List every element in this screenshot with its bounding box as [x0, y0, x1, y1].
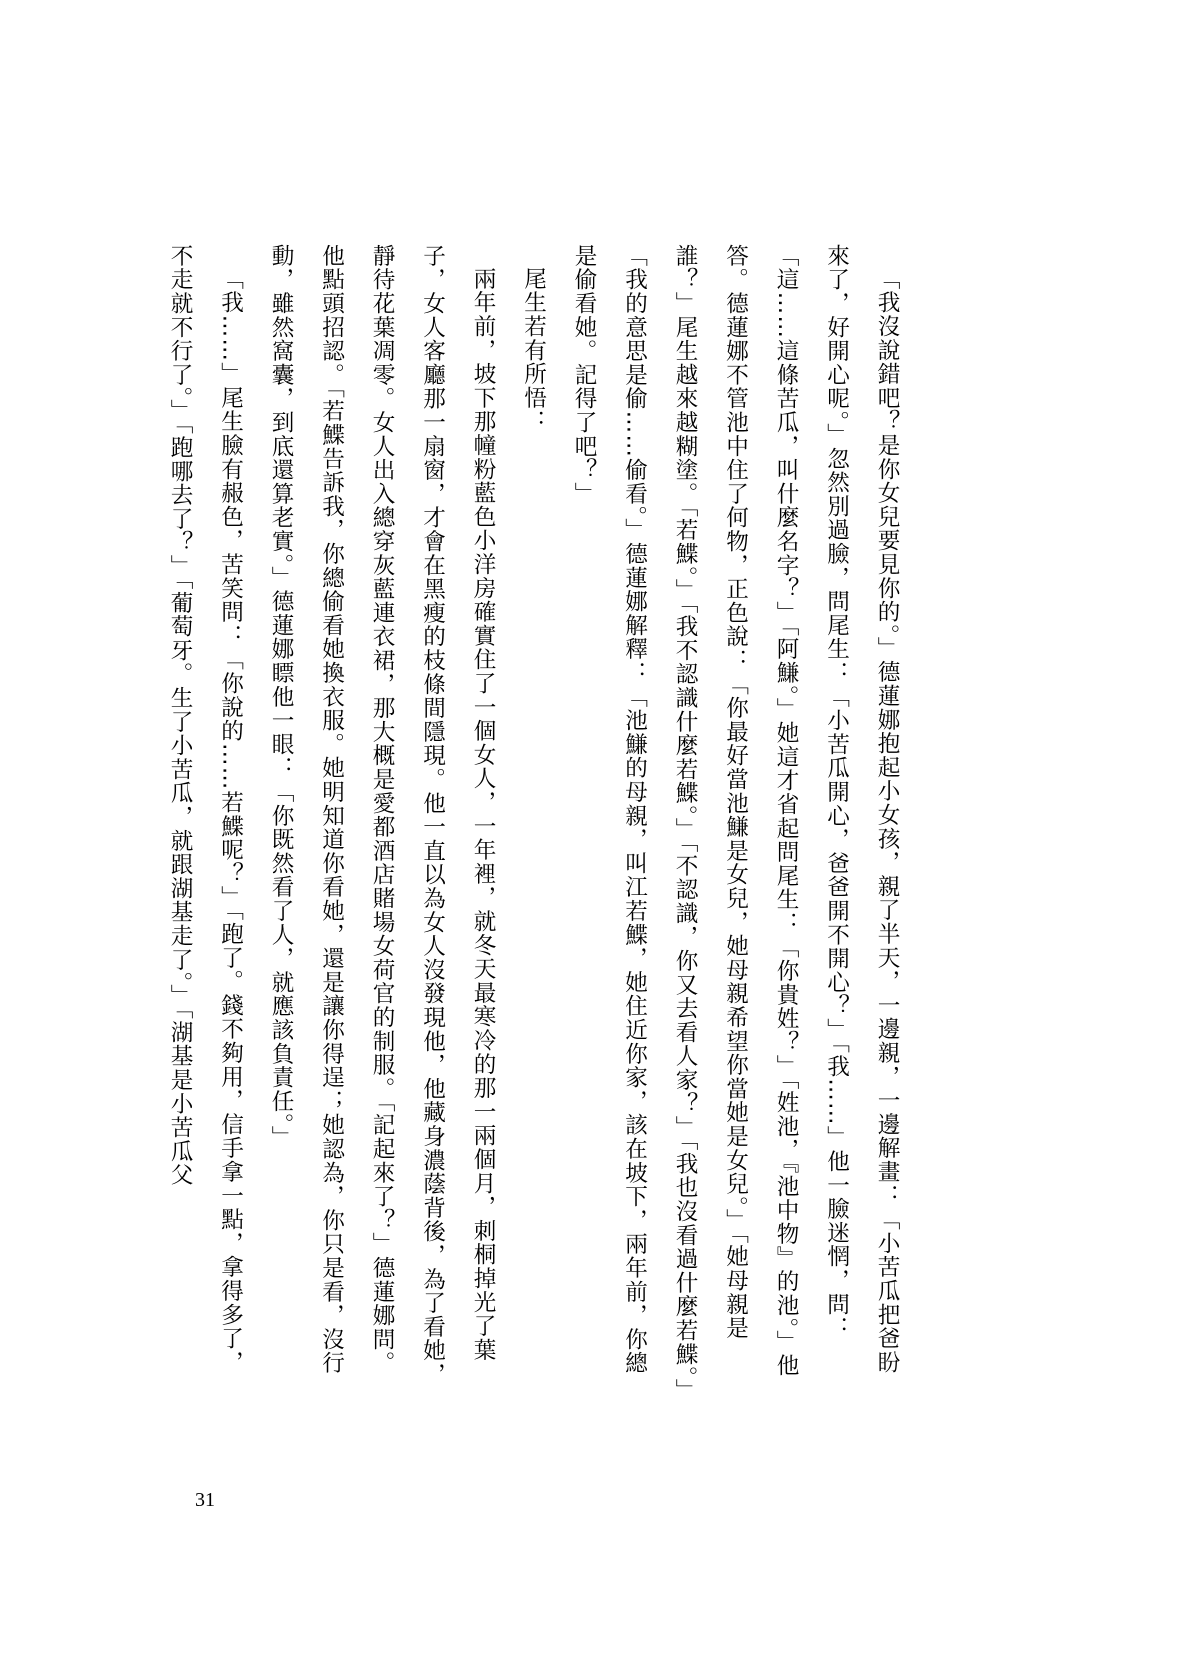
vertical-text-body	[167, 244, 912, 1394]
paragraph-2: 尾生若有所悟：	[520, 266, 547, 434]
paragraph-1: 「我沒說錯吧？是你女兒要見你的。」德蓮娜抱起小女孩，親了半天，一邊親，一邊解畫：「小苦瓜把爸盼來了，好開心呢。」忽然別過臉，問尾生：「小苦瓜開心，爸爸開不開心？」「我……」他一臉迷惘，問：「這……這條苦瓜，叫什麼名字？」「阿鰜。」她這才省起問尾生：「你貴姓？」「姓池，『池中物』的池。」他答。德蓮娜不管池中住了何物，正色說：「你最好當池鰜是女兒，她母親希望你當她是女兒。」「她母親是誰？」尾生越來越糊塗。「若鰈。」「我不認識什麼若鰈。」「不認識，你又去看人家？」「我也沒看過什麼若鰈。」「我的意思是偷……偷看。」德蓮娜解釋：「池鰜的母親，叫江若鰈，她住近你家，該在坡下，兩年前，你總是偷看她。記得了吧？」	[571, 244, 900, 1392]
paragraph-4: 「我……」尾生臉有赧色，苦笑問：「你說的……若鰈呢？」「跑了。錢不夠用，信手拿一點，拿得多了，不走就不行了。」「跑哪去了？」「葡萄牙。生了小苦瓜，就跟湖基走了。」「湖基是小苦瓜父	[167, 244, 244, 1374]
paragraph-3: 兩年前，坡下那幢粉藍色小洋房確實住了一個女人，一年裡，就冬天最寒冷的那一兩個月，刺桐掉光了葉子，女人客廳那一扇窗，才會在黑瘦的枝條間隱現。他一直以為女人沒發現他，他藏身濃蔭背後，為了看她，靜待花葉凋零。女人出入總穿灰藍連衣裙，那大概是愛都酒店賭場女荷官的制服。「記起來了？」德蓮娜問。他點頭招認。「若鰈告訴我，你總偷看她換衣服。她明知道你看她，還是讓你得逞；她認為，你只是看，沒行動，雖然窩囊，到底還算老實。」德蓮娜瞟他一眼：「你既然看了人，就應該負責任。」	[268, 244, 496, 1387]
page-number: 31	[195, 1489, 215, 1511]
